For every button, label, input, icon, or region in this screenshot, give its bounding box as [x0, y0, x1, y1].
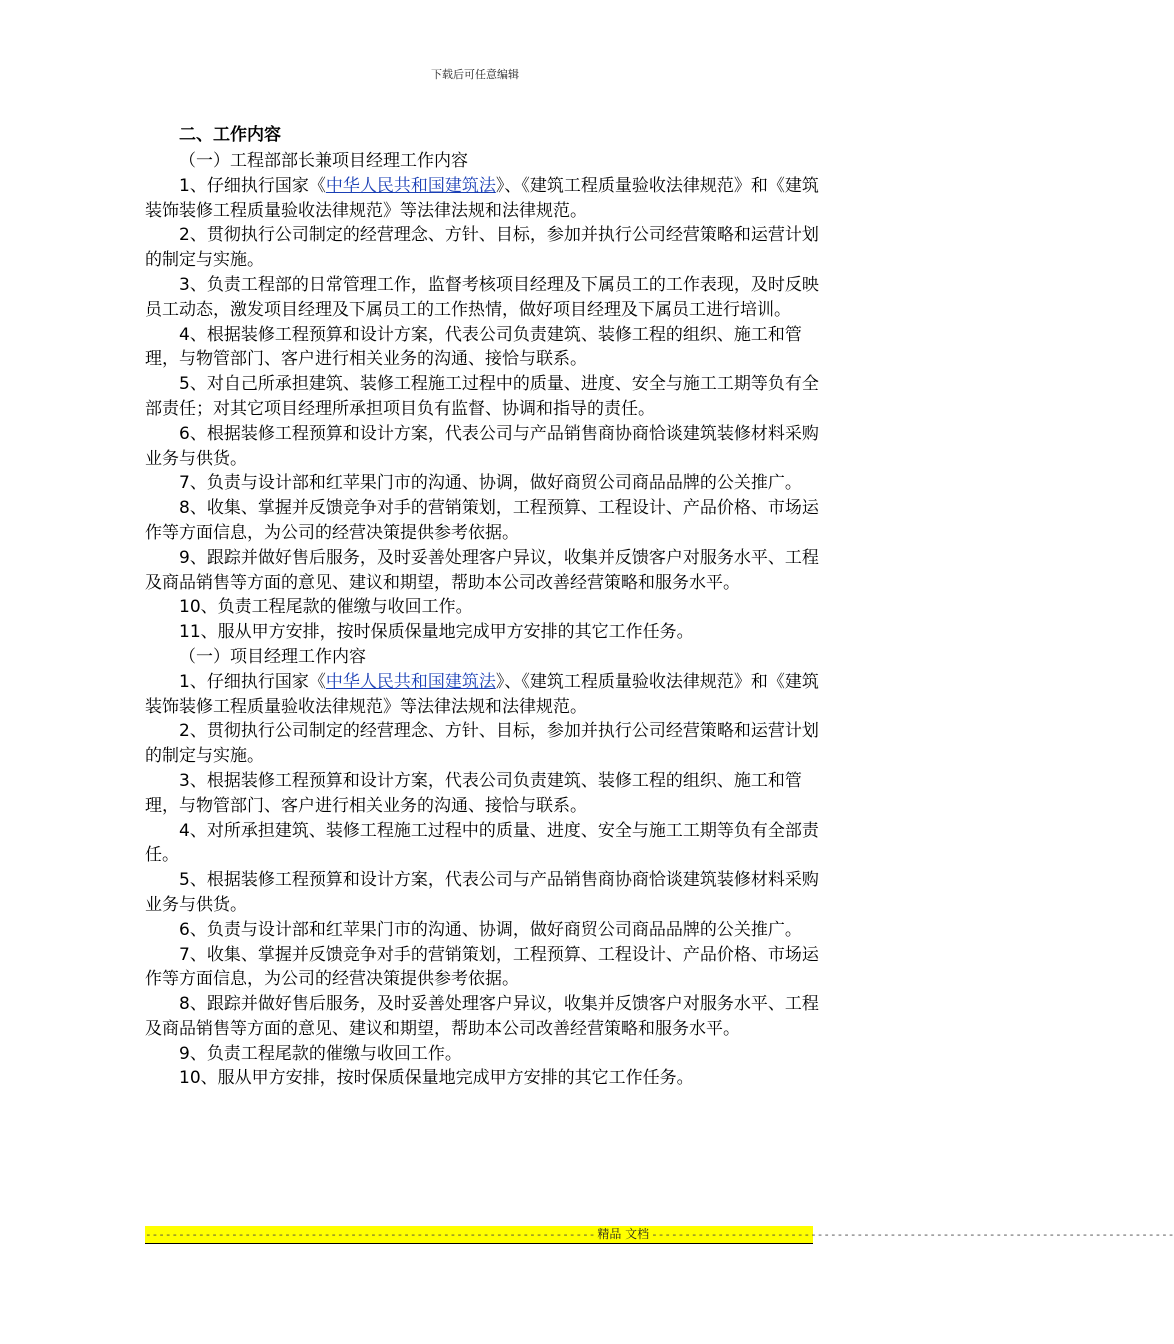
list-item: 1、仔细执行国家《中华人民共和国建筑法》、《建筑工程质量验收法律规范》和《建筑装饰装修工程质量验收法律规范》等法律法规和法律规范。 — [145, 671, 819, 717]
list-item: 7、收集、掌握并反馈竞争对手的营销策划，工程预算、工程设计、产品价格、市场运作等方面信息，为公司的经营决策提供参考依据。 — [145, 944, 819, 990]
construction-law-link[interactable]: 中华人民共和国建筑法 — [325, 671, 496, 692]
sub-heading-project-manager: （一）项目经理工作内容 — [179, 646, 366, 667]
sub-heading-department-manager: （一）工程部部长兼项目经理工作内容 — [179, 151, 468, 171]
list-item: 4、根据装修工程预算和设计方案，代表公司负责建筑、装修工程的组织、施工和管理，与物管部门、客户进行相关业务的沟通、接恰与联系。 — [145, 324, 802, 370]
list-item: 4、对所承担建筑、装修工程施工过程中的质量、进度、安全与施工工期等负有全部责任。 — [145, 820, 819, 866]
list-item: 8、跟踪并做好售后服务，及时妥善处理客户异议，收集并反馈客户对服务水平、工程及商品销售等方面的意见、建议和期望，帮助本公司改善经营策略和服务水平。 — [145, 994, 819, 1039]
list-item: 10、服从甲方安排，按时保质保量地完成甲方安排的其它工作任务。 — [179, 1068, 694, 1089]
section-title: 二、工作内容 — [179, 125, 281, 145]
construction-law-link[interactable]: 中华人民共和国建筑法 — [325, 175, 496, 196]
list-item: 9、跟踪并做好售后服务，及时妥善处理客户异议，收集并反馈客户对服务水平、工程及商品销售等方面的意见、建议和期望，帮助本公司改善经营策略和服务水平。 — [145, 547, 819, 593]
footer-banner — [145, 1226, 1174, 1244]
list-item: 3、负责工程部的日常管理工作，监督考核项目经理及下属员工的工作表现，及时反映员工动态，激发项目经理及下属员工的工作热情，做好项目经理及下属员工进行培训。 — [145, 274, 819, 320]
list-item: 2、贯彻执行公司制定的经营理念、方针、目标，参加并执行公司经营策略和运营计划的制定与实施。 — [145, 225, 819, 271]
list-item: 11、服从甲方安排，按时保质保量地完成甲方安排的其它工作任务。 — [179, 622, 694, 643]
header-note: 下载后可任意编辑 — [431, 68, 519, 81]
list-item: 1、仔细执行国家《中华人民共和国建筑法》、《建筑工程质量验收法律规范》和《建筑装饰装修工程质量验收法律规范》等法律法规和法律规范。 — [145, 175, 819, 221]
list-item: 7、负责与设计部和红苹果门市的沟通、协调，做好商贸公司商品品牌的公关推广。 — [179, 473, 802, 494]
list-item: 9、负责工程尾款的催缴与收回工作。 — [179, 1043, 462, 1064]
list-item: 6、负责与设计部和红苹果门市的沟通、协调，做好商贸公司商品品牌的公关推广。 — [179, 919, 802, 940]
list-item: 5、对自己所承担建筑、装修工程施工过程中的质量、进度、安全与施工工期等负有全部责任；对其它项目经理所承担项目负有监督、协调和指导的责任。 — [145, 374, 819, 419]
list-item: 2、贯彻执行公司制定的经营理念、方针、目标，参加并执行公司经营策略和运营计划的制定与实施。 — [145, 721, 819, 767]
footer-dashes-right: ------------------------------------------------------------------------------- — [651, 1228, 1174, 1241]
list-item: 5、根据装修工程预算和设计方案，代表公司与产品销售商协商恰谈建筑装修材料采购业务与供货。 — [145, 870, 819, 915]
footer-dashes-left: -------------------------------------------------------------------- — [145, 1228, 596, 1241]
document-body — [145, 122, 821, 1091]
list-item: 3、根据装修工程预算和设计方案，代表公司负责建筑、装修工程的组织、施工和管理，与物管部门、客户进行相关业务的沟通、接恰与联系。 — [145, 770, 802, 816]
list-item: 6、根据装修工程预算和设计方案，代表公司与产品销售商协商恰谈建筑装修材料采购业务与供货。 — [145, 423, 819, 469]
footer-label: 精品 文档 — [597, 1227, 650, 1241]
list-item: 8、收集、掌握并反馈竞争对手的营销策划，工程预算、工程设计、产品价格、市场运作等方面信息，为公司的经营决策提供参考依据。 — [145, 498, 819, 543]
list-item: 10、负责工程尾款的催缴与收回工作。 — [179, 597, 473, 618]
